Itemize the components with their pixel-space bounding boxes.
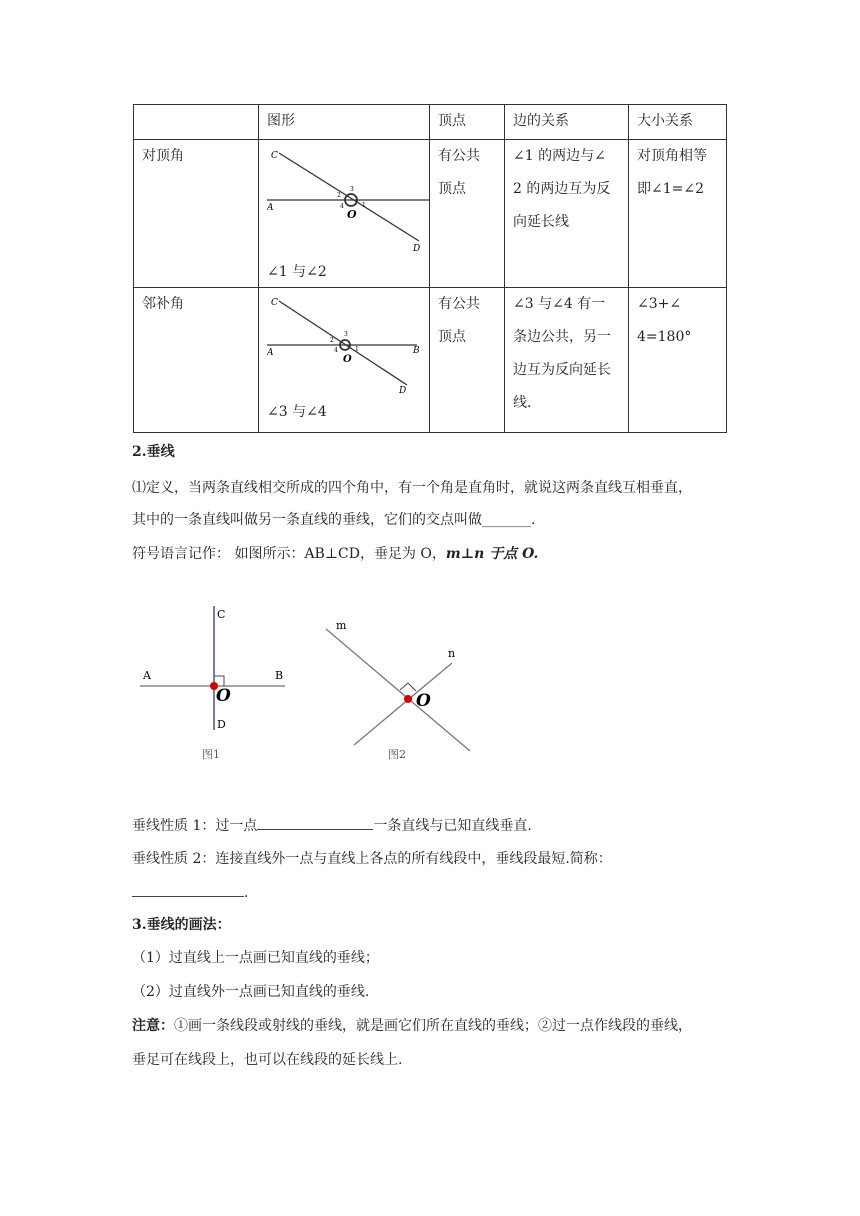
label-B: B bbox=[413, 346, 420, 356]
label-C: C bbox=[271, 151, 278, 161]
label-2: 2 bbox=[330, 337, 334, 344]
figure-caption: ∠1 与∠2 bbox=[267, 264, 327, 280]
row-name-cell: 对顶角 bbox=[134, 140, 259, 288]
note-line-2: 垂足可在线段上，也可以在线段的延长线上. bbox=[132, 1052, 403, 1068]
vertex-text-line: 顶点 bbox=[438, 181, 466, 197]
label-3: 3 bbox=[344, 331, 348, 338]
edge-text-line: ∠1 的两边与∠ bbox=[513, 148, 606, 164]
table-header-cell: 大小关系 bbox=[629, 105, 727, 140]
edge-text-line: 边互为反向延长 bbox=[513, 362, 611, 378]
label-D: D bbox=[399, 386, 407, 396]
row-figure-cell bbox=[259, 140, 430, 288]
row-name-cell: 邻补角 bbox=[134, 288, 259, 433]
property-2-blank bbox=[132, 882, 244, 897]
label-4: 4 bbox=[340, 203, 344, 210]
symbol-notation-text: 符号语言记作： 如图所示：AB⊥CD，垂足为 O， bbox=[132, 546, 446, 562]
symbol-notation-mn: m⊥n 于点 O. bbox=[445, 546, 539, 562]
size-text-line: 4=180° bbox=[637, 329, 692, 345]
vertex-text-line: 顶点 bbox=[438, 329, 466, 345]
label-C: C bbox=[271, 298, 278, 308]
vertex-text-line: 有公共 bbox=[438, 296, 480, 312]
edge-text-line: ∠3 与∠4 有一 bbox=[513, 296, 606, 312]
label-A: A bbox=[143, 669, 151, 682]
table-header-cell bbox=[134, 105, 259, 140]
angle-comparison-table bbox=[133, 104, 727, 433]
label-O: O bbox=[343, 354, 352, 365]
label-n: n bbox=[448, 647, 456, 660]
label-O: O bbox=[416, 691, 431, 711]
label-1: 1 bbox=[362, 202, 366, 209]
size-relation-cell bbox=[629, 288, 727, 433]
size-text-line: ∠3+∠ bbox=[637, 296, 682, 312]
property-1-suffix: 一条直线与已知直线垂直. bbox=[373, 818, 532, 834]
table-header-row bbox=[134, 105, 727, 140]
figure-1-perpendicular-ab-cd bbox=[140, 600, 300, 770]
label-O: O bbox=[347, 208, 357, 221]
size-text-line: 对顶角相等 bbox=[637, 148, 707, 164]
adjacent-angles-figure bbox=[267, 293, 429, 397]
vertical-angles-figure bbox=[267, 145, 429, 257]
label-B: B bbox=[275, 669, 284, 682]
label-4: 4 bbox=[334, 347, 338, 354]
label-A: A bbox=[267, 348, 274, 358]
label-3: 3 bbox=[350, 186, 354, 193]
note-line-1 bbox=[132, 1016, 692, 1036]
label-m: m bbox=[336, 619, 347, 632]
definition-line-1: ⑴定义，当两条直线相交所成的四个角中，有一个角是直角时，就说这两条直线互相垂直， bbox=[132, 480, 692, 496]
vertex-cell bbox=[430, 288, 505, 433]
edge-text-line: 向延长线 bbox=[513, 214, 569, 230]
edge-text-line: 2 的两边互为反 bbox=[513, 181, 611, 197]
property-1-blank bbox=[257, 815, 373, 830]
note-label: 注意： bbox=[132, 1018, 174, 1034]
intersection-point-o bbox=[404, 695, 412, 703]
size-text-line: 即∠1=∠2 bbox=[637, 181, 705, 197]
section-3-title: 3.垂线的画法： bbox=[132, 917, 231, 933]
vertex-text-line: 有公共 bbox=[438, 148, 480, 164]
table-header-cell: 边的关系 bbox=[505, 105, 629, 140]
label-1: 1 bbox=[355, 346, 359, 353]
section-2-title: 2.垂线 bbox=[132, 444, 175, 460]
edge-text-line: 条边公共，另一 bbox=[513, 329, 611, 345]
label-C: C bbox=[217, 608, 226, 621]
label-D: D bbox=[217, 718, 226, 731]
property-2-end: . bbox=[244, 885, 249, 901]
row-figure-cell bbox=[259, 288, 430, 433]
note-text-1: ①画一条线段或射线的垂线，就是画它们所在直线的垂线；②过一点作线段的垂线， bbox=[174, 1018, 692, 1034]
vertex-cell bbox=[430, 140, 505, 288]
property-1-line bbox=[132, 815, 532, 836]
edge-text-line: 线. bbox=[513, 395, 532, 411]
method-item-1: （1）过直线上一点画已知直线的垂线； bbox=[132, 950, 379, 966]
edge-relation-cell bbox=[505, 140, 629, 288]
label-D: D bbox=[413, 244, 421, 254]
figure-caption: ∠3 与∠4 bbox=[267, 404, 327, 420]
figure-2-caption: 图2 bbox=[388, 748, 406, 761]
table-row bbox=[134, 288, 727, 433]
definition-line-2: 其中的一条直线叫做另一条直线的垂线，它们的交点叫做_______. bbox=[132, 512, 536, 528]
property-1-prefix: 垂线性质 1：过一点 bbox=[132, 818, 258, 834]
figure-1-caption: 图1 bbox=[202, 748, 220, 761]
size-relation-cell bbox=[629, 140, 727, 288]
edge-relation-cell bbox=[505, 288, 629, 433]
method-item-2: （2）过直线外一点画已知直线的垂线. bbox=[132, 984, 370, 1000]
table-header-cell: 顶点 bbox=[430, 105, 505, 140]
label-A: A bbox=[267, 203, 274, 213]
property-2-answer-line bbox=[132, 882, 248, 903]
symbol-notation-line bbox=[132, 544, 538, 564]
table-header-cell: 图形 bbox=[259, 105, 430, 140]
property-2-line: 垂线性质 2：连接直线外一点与直线上各点的所有线段中，垂线段最短.简称： bbox=[132, 851, 612, 867]
label-O: O bbox=[216, 686, 231, 706]
label-2: 2 bbox=[337, 192, 341, 199]
table-row bbox=[134, 140, 727, 288]
figure-2-perpendicular-m-n bbox=[320, 615, 480, 765]
